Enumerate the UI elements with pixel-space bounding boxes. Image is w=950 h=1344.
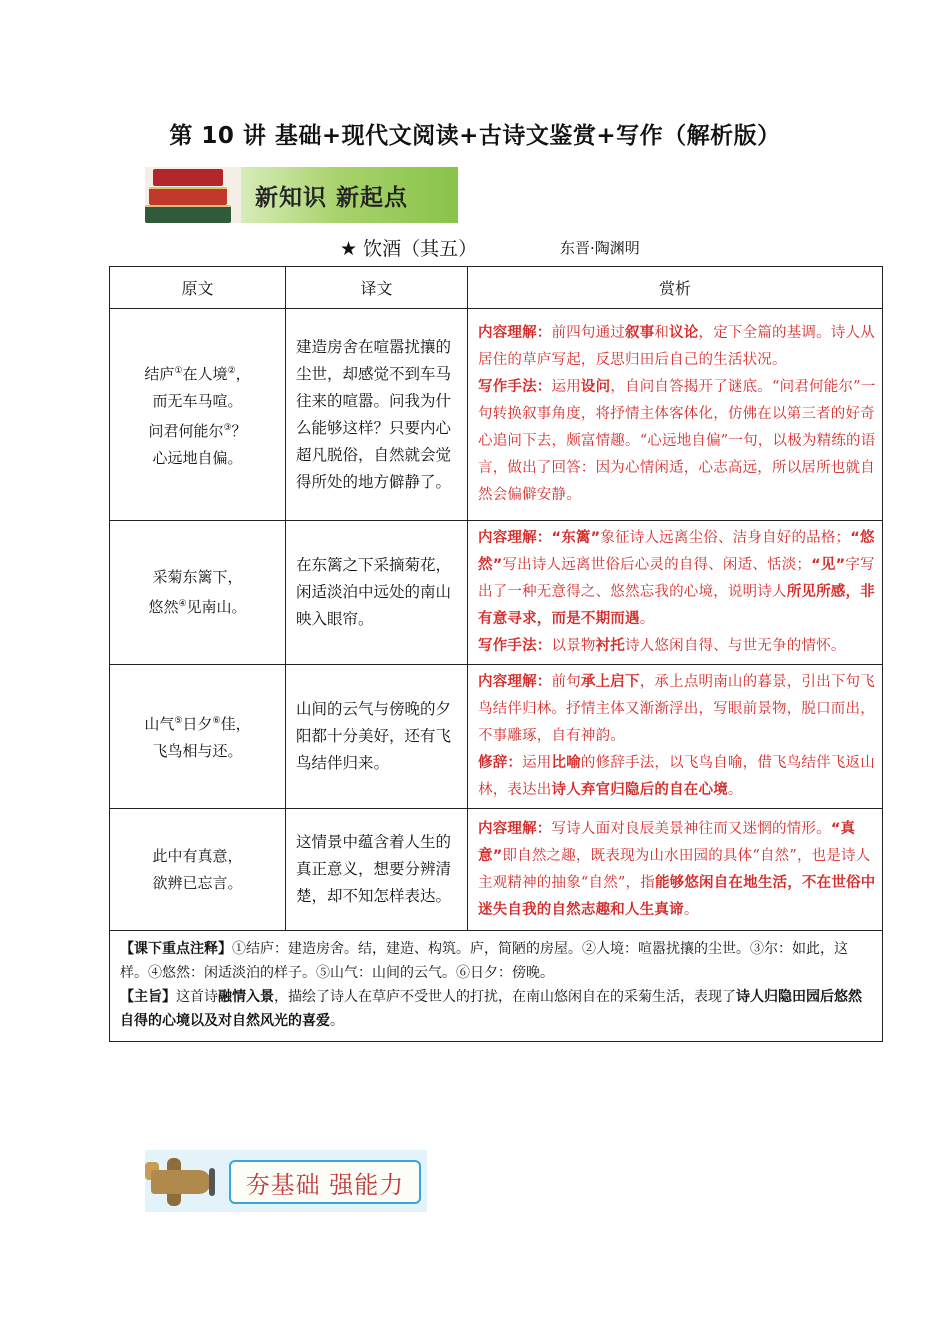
banner-label: 夯基础 强能力 bbox=[229, 1160, 421, 1204]
original-cell: 山气⑤日夕⑥佳， 飞鸟相与还。 bbox=[110, 665, 286, 809]
table-header-row bbox=[110, 267, 883, 309]
notes-row bbox=[110, 931, 883, 1042]
poem-analysis-table bbox=[109, 266, 883, 1042]
table-row bbox=[110, 521, 883, 665]
original-cell: 采菊东篱下， 悠然④见南山。 bbox=[110, 521, 286, 665]
translation-cell: 在东篱之下采摘菊花，闲适淡泊中远处的南山映入眼帘。 bbox=[286, 521, 468, 665]
table-row bbox=[110, 309, 883, 521]
analysis-cell: 内容理解：写诗人面对良辰美景神往而又迷惘的情形。“真意”即自然之趣，既表现为山水田园的具体“自然”，也是诗人主观精神的抽象“自然”，指能够悠闲自在地生活，不在世俗中迷失自我的自然志趣和人生真谛。 bbox=[468, 809, 883, 931]
translation-cell: 山间的云气与傍晚的夕阳都十分美好，还有飞鸟结伴归来。 bbox=[286, 665, 468, 809]
section-banner-foundation bbox=[145, 1150, 427, 1212]
notes-cell: 【课下重点注释】①结庐：建造房舍。结，建造、构筑。庐，简陋的房屋。②人境：喧嚣扰攘的尘世。③尔：如此，这样。④悠然：闲适淡泊的样子。⑤山气：山间的云气。⑥日夕：傍晚。 【主旨】这首诗融情入景，描绘了诗人在草庐不受世人的打扰，在南山悠闲自在的采菊生活，表现了诗人归隐田园后悠然自得的心境以及对自然风光的喜爱。 bbox=[110, 931, 883, 1042]
poem-heading bbox=[0, 234, 950, 258]
original-cell: 此中有真意， 欲辨已忘言。 bbox=[110, 809, 286, 931]
poem-author: 东晋·陶渊明 bbox=[560, 239, 640, 257]
analysis-cell: 内容理解：前句承上启下，承上点明南山的暮景，引出下句飞鸟结伴归林。抒情主体又渐渐浮出，写眼前景物，脱口而出，不事雕琢，自有神韵。 修辞：运用比喻的修辞手法，以飞鸟自喻，借飞鸟结伴飞返山林，表达出诗人弃官归隐后的自在心境。 bbox=[468, 665, 883, 809]
translation-cell: 建造房舍在喧嚣扰攘的尘世，却感觉不到车马往来的喧嚣。问我为什么能够这样？只要内心超凡脱俗，自然就会觉得所处的地方僻静了。 bbox=[286, 309, 468, 521]
table-row bbox=[110, 665, 883, 809]
theme-label: 【主旨】 bbox=[120, 989, 176, 1005]
banner-label: 新知识 新起点 bbox=[241, 167, 458, 223]
original-cell: 结庐①在人境②， 而无车马喧。 问君何能尔③？ 心远地自偏。 bbox=[110, 309, 286, 521]
section-banner-new-knowledge bbox=[145, 167, 458, 223]
header-analysis: 赏析 bbox=[468, 267, 883, 309]
header-original: 原文 bbox=[110, 267, 286, 309]
translation-cell: 这情景中蕴含着人生的真正意义，想要分辨清楚，却不知怎样表达。 bbox=[286, 809, 468, 931]
analysis-cell: 内容理解：前四句通过叙事和议论，定下全篇的基调。诗人从居住的草庐写起，反思归田后自己的生活状况。 写作手法：运用设问，自问自答揭开了谜底。“问君何能尔”一句转换叙事角度，将抒情主体客体化，仿佛在以第三者的好奇心追问下去，颇富情趣。“心远地自偏”一句，以极为精练的语言，做出了回答：因为心情闲适，心志高远，所以居所也就自然会偏僻安静。 bbox=[468, 309, 883, 521]
header-translation: 译文 bbox=[286, 267, 468, 309]
books-icon bbox=[145, 167, 241, 223]
analysis-cell: 内容理解：“东篱”象征诗人远离尘俗、洁身自好的品格；“悠然”写出诗人远离世俗后心灵的自得、闲适、恬淡；“见”字写出了一种无意得之、悠然忘我的心境，说明诗人所见所感，非有意寻求，而是不期而遇。 写作手法：以景物衬托诗人悠闲自得、与世无争的情怀。 bbox=[468, 521, 883, 665]
page-title: 第 10 讲 基础+现代文阅读+古诗文鉴赏+写作（解析版） bbox=[169, 123, 781, 149]
poem-title: ★ 饮酒（其五） bbox=[340, 238, 478, 260]
table-row bbox=[110, 809, 883, 931]
notes-label: 【课下重点注释】 bbox=[120, 941, 232, 957]
notes-text: ①结庐：建造房舍。结，建造、构筑。庐，简陋的房屋。②人境：喧嚣扰攘的尘世。③尔：如此，这样。④悠然：闲适淡泊的样子。⑤山气：山间的云气。⑥日夕：傍晚。 bbox=[120, 941, 848, 981]
